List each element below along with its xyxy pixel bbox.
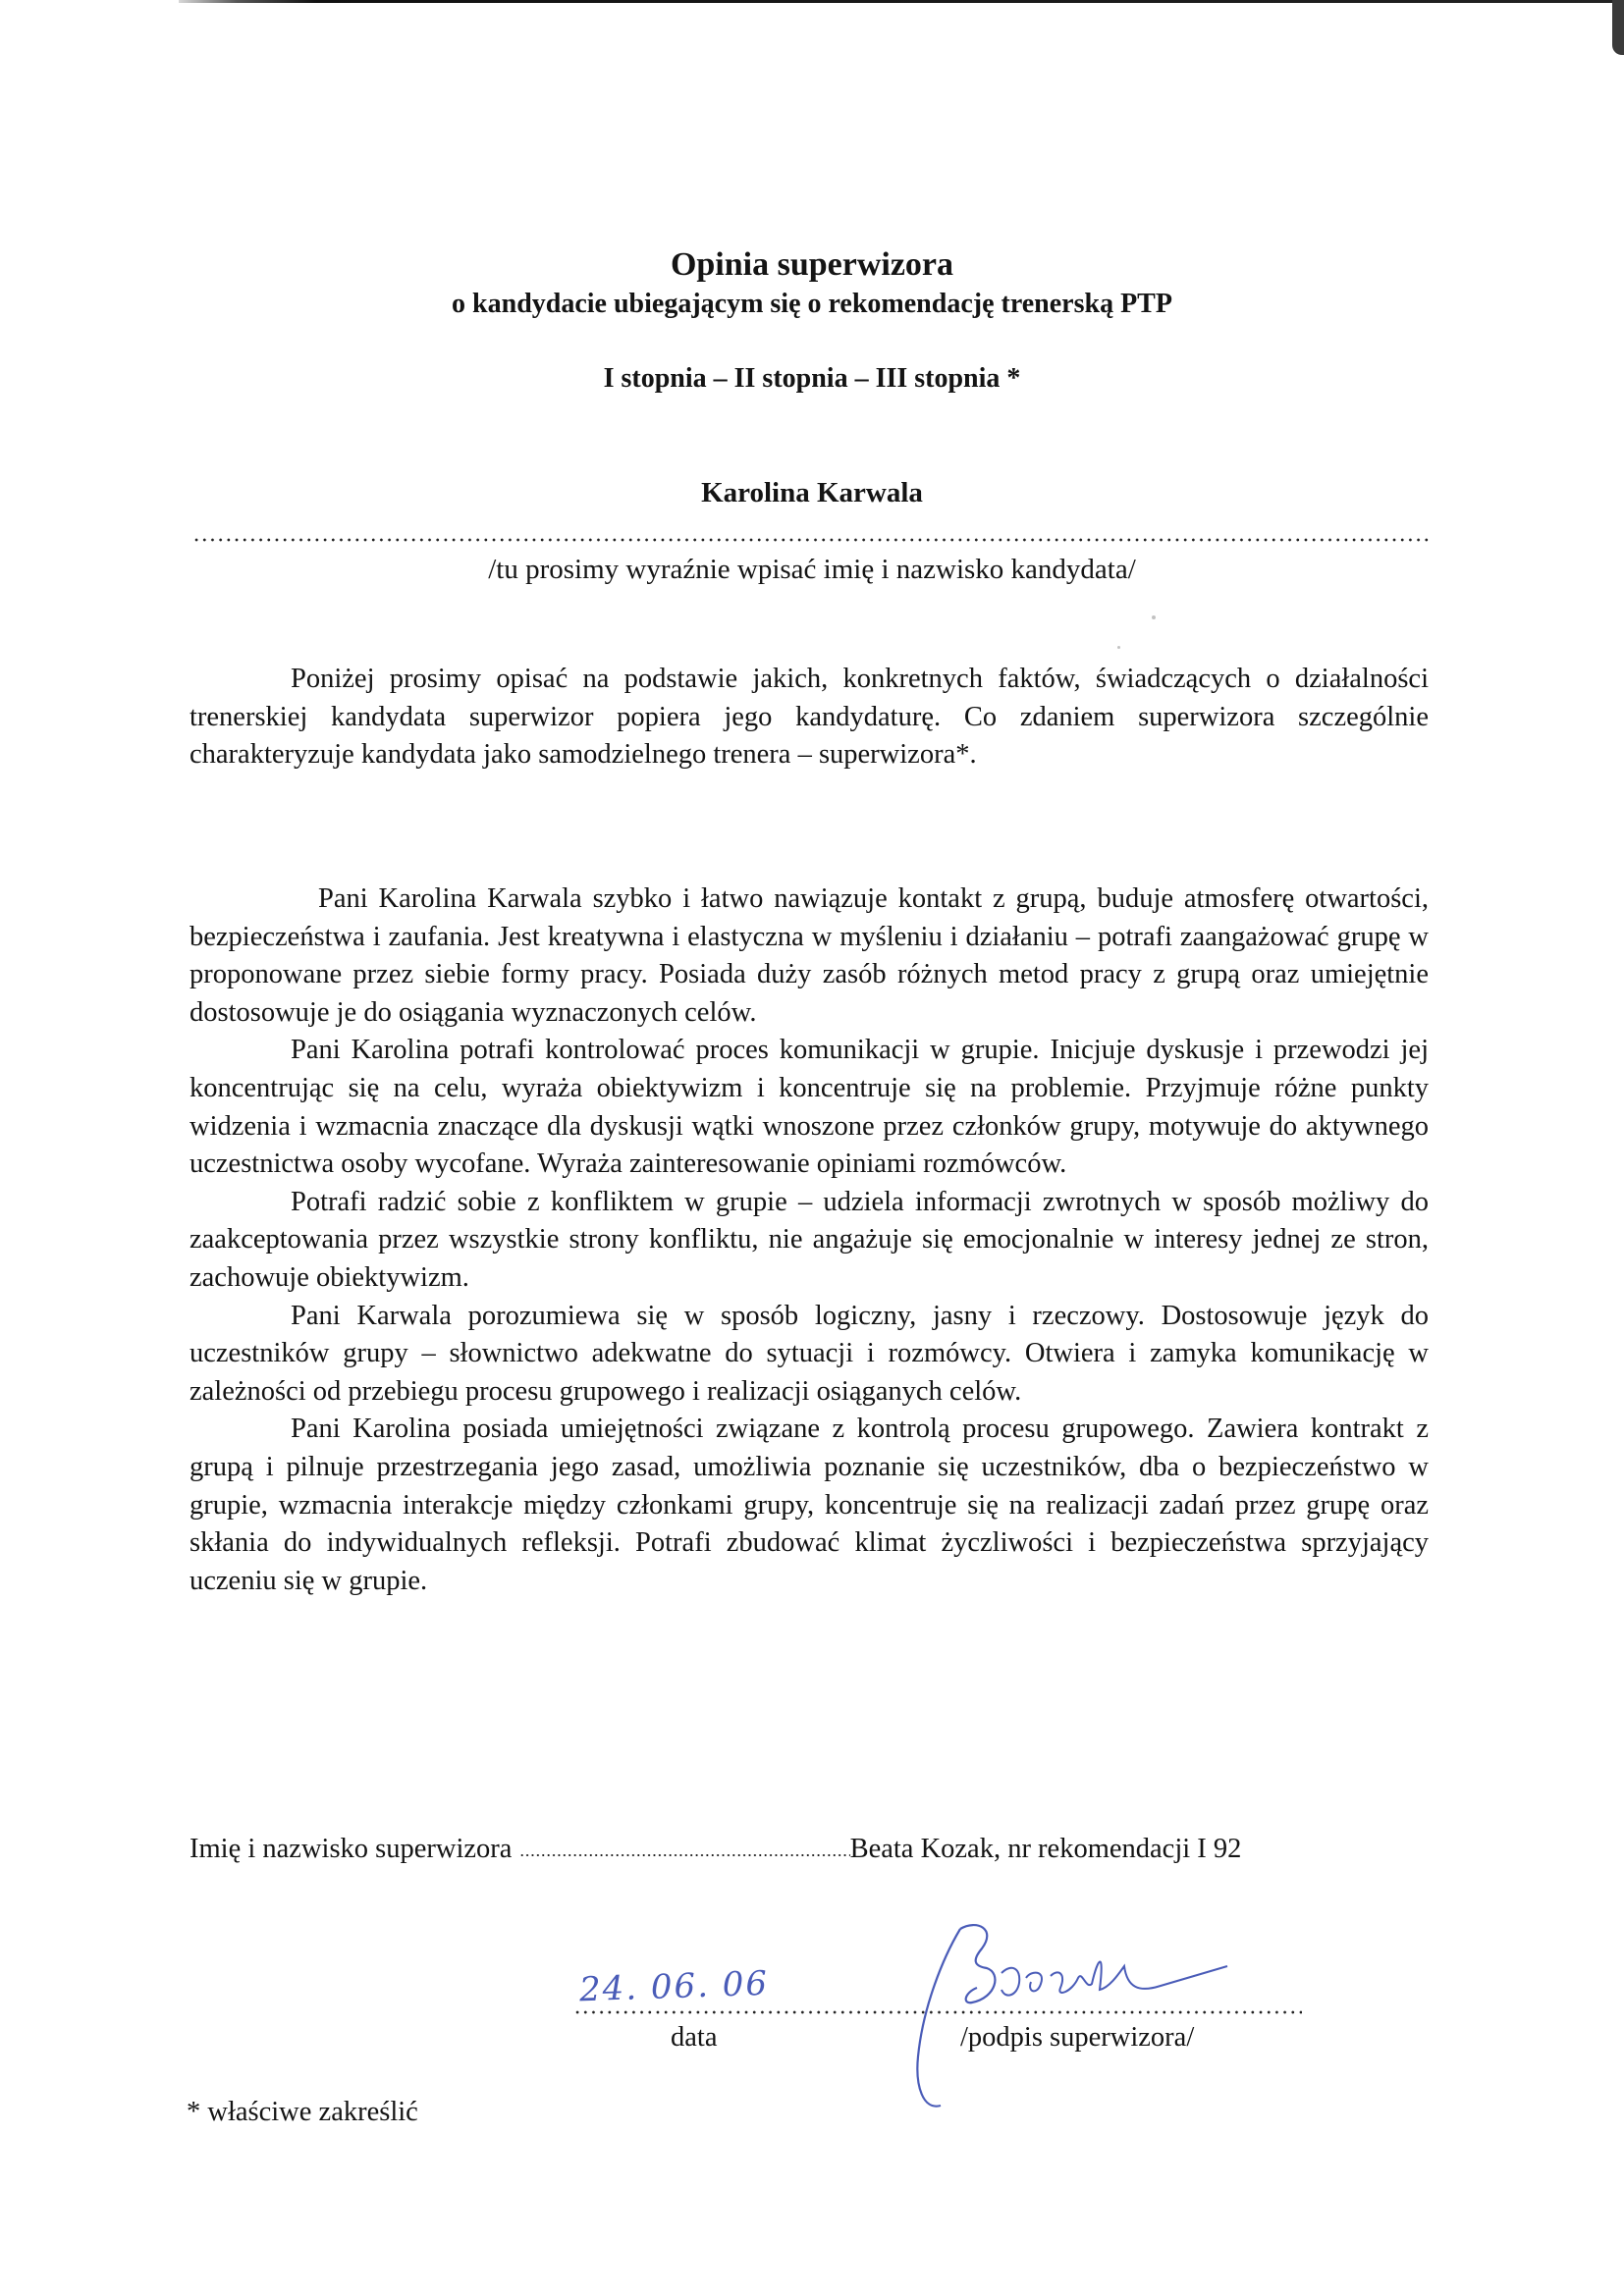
candidate-name: Karolina Karwala bbox=[701, 477, 923, 508]
document-title: Opinia superwizora bbox=[670, 246, 954, 283]
opinion-paragraph: Potrafi radzić sobie z konfliktem w grupie – udziela informacji zwrotnych w sposób możliwy do zaakceptowania przez wszystkie strony konfliktu, nie angażuje się emocjonalnie w interesy jednej ze stron, zachowuje obiektywizm. bbox=[189, 1186, 1429, 1293]
scan-speck bbox=[1152, 615, 1156, 619]
supervisor-name-value: Beata Kozak, nr rekomendacji I 92 bbox=[849, 1834, 1242, 1864]
recommendation-levels: I stopnia – II stopnia – III stopnia * bbox=[603, 363, 1021, 394]
candidate-name-dotted-line bbox=[192, 538, 1430, 542]
opinion-body bbox=[189, 881, 1429, 1600]
opinion-paragraph: Pani Karolina Karwala szybko i łatwo nawiązuje kontakt z grupą, buduje atmosferę otwartości, bezpieczeństwa i zaufania. Jest kreatywna i elastyczna w myśleniu i działaniu – potrafi zaangażować grupę w proponowane przez siebie formy pracy. Posiada duży zasób różnych metod pracy z grupą oraz umiejętnie dostosowuje je do osiągania wyznaczonych celów. bbox=[189, 883, 1429, 1028]
candidate-name-hint: /tu prosimy wyraźnie wpisać imię i nazwisko kandydata/ bbox=[488, 554, 1136, 585]
scan-edge-corner bbox=[1612, 0, 1624, 55]
scan-speck bbox=[1117, 646, 1120, 649]
handwritten-date: 24. 06. 06 bbox=[578, 1963, 770, 2010]
signature-label: /podpis superwizora/ bbox=[960, 2022, 1195, 2053]
supervisor-name-label: Imię i nazwisko superwizora bbox=[189, 1834, 513, 1864]
scan-edge-top bbox=[179, 0, 1624, 3]
opinion-paragraph: Pani Karolina posiada umiejętności związane z kontrolą procesu grupowego. Zawiera kontrakt z grupą i pilnuje przestrzegania jego zasad, umożliwia poznanie się uczestników, dba o bezpieczeństwo w grupie, wzmacnia interakcje między członkami grupy, koncentruje się na realizacji zadań przez grupę oraz skłania do indywidualnych refleksji. Potrafi zbudować klimat życzliwości i bezpieczeństwa sprzyjający uczeniu się w grupie. bbox=[189, 1414, 1429, 1596]
footnote: * właściwe zakreślić bbox=[187, 2097, 418, 2127]
supervisor-dotted-line bbox=[519, 1853, 850, 1857]
signature-dotted-line bbox=[573, 2010, 1302, 2014]
opinion-paragraph: Pani Karolina potrafi kontrolować proces komunikacji w grupie. Inicjuje dyskusje i przewodzi jej koncentrując się na celu, wyraża obiektywizm i koncentruje się na problemie. Przyjmuje różne punkty widzenia i wzmacnia znaczące dla dyskusji wątki wnoszone przez członków grupy, motywuje do aktywnego uczestnictwa osoby wycofane. Wyraża zainteresowanie opiniami rozmówców. bbox=[189, 1035, 1429, 1180]
document-subtitle: o kandydacie ubiegającym się o rekomendację trenerską PTP bbox=[452, 289, 1172, 319]
opinion-paragraph: Pani Karwala porozumiewa się w sposób logiczny, jasny i rzeczowy. Dostosowuje język do uczestników grupy – słownictwo adekwatne do sytuacji i rozmówcy. Otwiera i zamyka komunikację w zależności od przebiegu procesu grupowego i realizacji osiąganych celów. bbox=[189, 1300, 1429, 1407]
handwritten-signature-icon bbox=[903, 1919, 1276, 2115]
instructions-text: Poniżej prosimy opisać na podstawie jakich, konkretnych faktów, świadczących o działalności trenerskiej kandydata superwizor popiera jego kandydaturę. Co zdaniem superwizora szczególnie charakteryzuje kandydata jako samodzielnego trenera – superwizora*. bbox=[189, 664, 1429, 771]
date-label: data bbox=[671, 2022, 718, 2053]
instructions-section bbox=[189, 661, 1429, 774]
supervisor-name-field bbox=[189, 1834, 1241, 1865]
